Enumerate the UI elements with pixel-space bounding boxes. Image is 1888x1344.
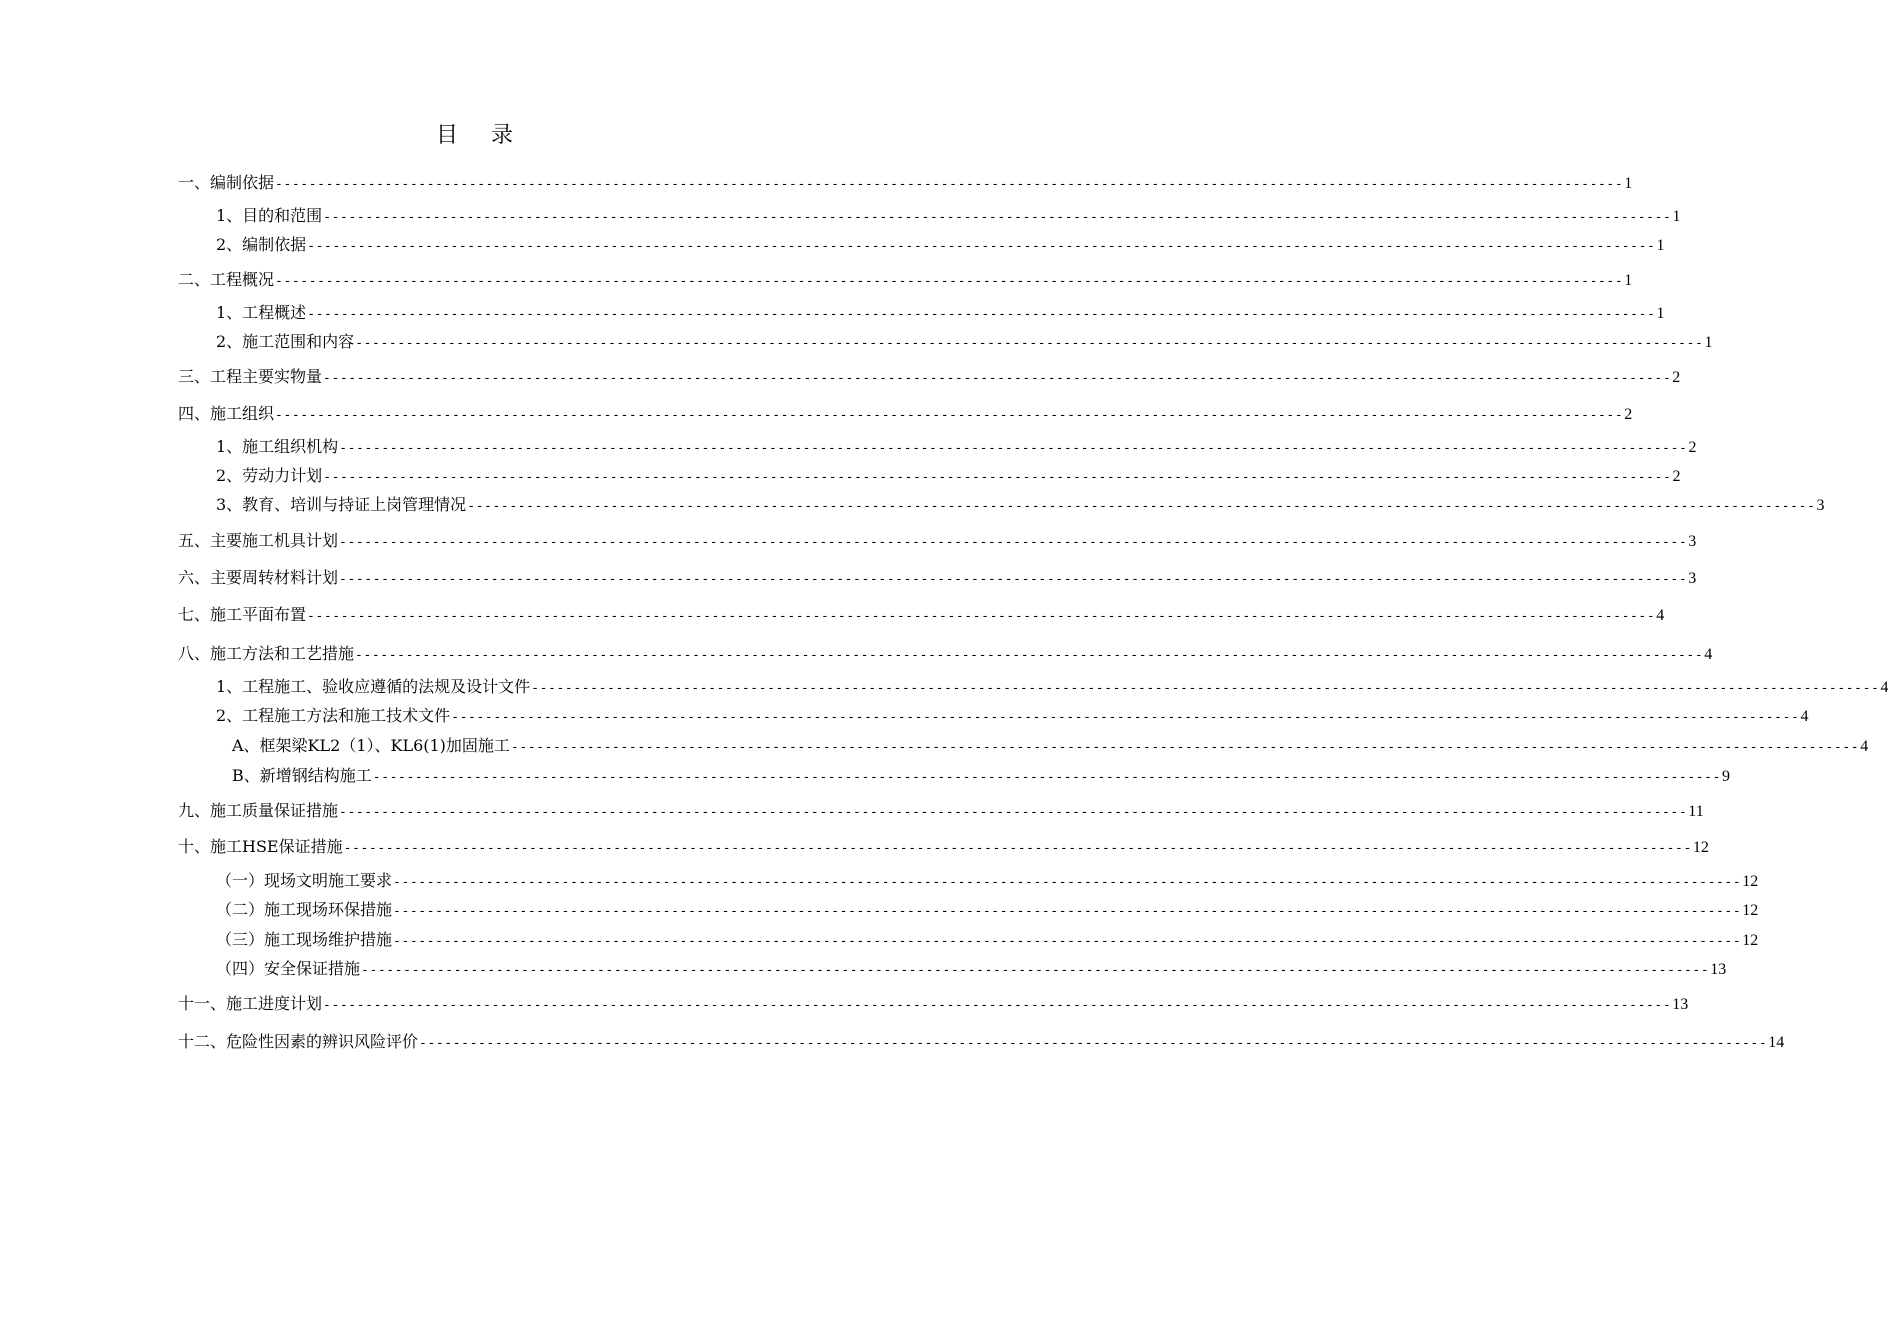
- toc-entry[interactable]: [216, 676, 1888, 698]
- toc-leader: ----------------------------------------------------------------------------------------------------------------------------------------------------------------: [323, 210, 1672, 225]
- toc-entry-label: 五、主要施工机具计划: [178, 531, 339, 550]
- toc-page-number: 12: [1742, 902, 1759, 919]
- toc-entry-label: 2、施工范围和内容: [216, 332, 355, 351]
- toc-entry-label: A、框架梁KL2（1）、KL6(1)加固施工: [232, 736, 510, 755]
- toc-entry[interactable]: [216, 899, 1759, 921]
- toc-entry-label: 1、工程施工、验收应遵循的法规及设计文件: [216, 677, 531, 696]
- toc-entry[interactable]: [178, 643, 1713, 665]
- toc-leader: ----------------------------------------------------------------------------------------------------------------------------------------------------------------: [467, 499, 1816, 514]
- toc-leader: ----------------------------------------------------------------------------------------------------------------------------------------------------------------: [343, 841, 1692, 856]
- toc-entry-label: 1、工程概述: [216, 303, 307, 322]
- toc-page-number: 1: [1656, 237, 1665, 254]
- toc-entry-label: 六、主要周转材料计划: [178, 568, 339, 587]
- toc-leader: ----------------------------------------------------------------------------------------------------------------------------------------------------------------: [323, 470, 1672, 485]
- toc-page-number: 3: [1688, 570, 1697, 587]
- toc-page-number: 9: [1722, 768, 1731, 785]
- toc-entry[interactable]: [216, 705, 1809, 727]
- toc-entry-label: 四、施工组织: [178, 404, 275, 423]
- toc-entry[interactable]: [178, 403, 1633, 425]
- toc-entry[interactable]: [178, 836, 1709, 858]
- toc-page-number: 12: [1742, 873, 1759, 890]
- toc-leader: ----------------------------------------------------------------------------------------------------------------------------------------------------------------: [372, 770, 1722, 785]
- toc-leader: ----------------------------------------------------------------------------------------------------------------------------------------------------------------: [275, 408, 1624, 423]
- toc-entry[interactable]: [178, 530, 1697, 552]
- toc-page-number: 4: [1880, 679, 1888, 696]
- toc-leader: ----------------------------------------------------------------------------------------------------------------------------------------------------------------: [393, 904, 1742, 919]
- toc-entry-label: 3、教育、培训与持证上岗管理情况: [216, 495, 467, 514]
- toc-entry-label: （四）安全保证措施: [216, 959, 361, 978]
- toc-entry-label: 一、编制依据: [178, 173, 275, 192]
- toc-entry[interactable]: [178, 366, 1681, 388]
- toc-entry-label: 1、目的和范围: [216, 206, 323, 225]
- toc-entry[interactable]: [178, 1031, 1785, 1053]
- toc-entry-label: 2、工程施工方法和施工技术文件: [216, 706, 451, 725]
- toc-leader: ----------------------------------------------------------------------------------------------------------------------------------------------------------------: [323, 371, 1672, 386]
- toc-entry[interactable]: [178, 604, 1665, 626]
- toc-leader: ----------------------------------------------------------------------------------------------------------------------------------------------------------------: [355, 648, 1704, 663]
- toc-page-number: 4: [1704, 646, 1713, 663]
- toc-entry[interactable]: [178, 567, 1697, 589]
- toc-entry[interactable]: [216, 436, 1697, 458]
- toc-page-number: 3: [1688, 533, 1697, 550]
- toc-page-number: 2: [1624, 406, 1633, 423]
- toc-leader: ----------------------------------------------------------------------------------------------------------------------------------------------------------------: [339, 572, 1688, 587]
- toc-entry-label: （二）施工现场环保措施: [216, 900, 393, 919]
- toc-page-number: 2: [1672, 468, 1681, 485]
- toc-entry-label: 七、施工平面布置: [178, 605, 307, 624]
- toc-entry[interactable]: [178, 800, 1704, 822]
- toc-entry[interactable]: [216, 302, 1665, 324]
- toc-entry-label: 十、施工HSE保证措施: [178, 837, 343, 856]
- toc-page-number: 12: [1692, 839, 1709, 856]
- toc-page-number: 2: [1672, 369, 1681, 386]
- toc-entry-label: 八、施工方法和工艺措施: [178, 644, 355, 663]
- toc-entry[interactable]: [216, 870, 1759, 892]
- toc-leader: ----------------------------------------------------------------------------------------------------------------------------------------------------------------: [510, 740, 1860, 755]
- toc-leader: ----------------------------------------------------------------------------------------------------------------------------------------------------------------: [307, 239, 1656, 254]
- toc-leader: ----------------------------------------------------------------------------------------------------------------------------------------------------------------: [323, 998, 1672, 1013]
- toc-page-number: 1: [1656, 305, 1665, 322]
- toc-entry-label: 1、施工组织机构: [216, 437, 339, 456]
- toc-leader: ----------------------------------------------------------------------------------------------------------------------------------------------------------------: [339, 805, 1688, 820]
- toc-entry[interactable]: [178, 172, 1633, 194]
- toc-entry[interactable]: [216, 205, 1681, 227]
- toc-leader: ----------------------------------------------------------------------------------------------------------------------------------------------------------------: [339, 441, 1688, 456]
- toc-entry-label: 三、工程主要实物量: [178, 367, 323, 386]
- toc-leader: ----------------------------------------------------------------------------------------------------------------------------------------------------------------: [393, 934, 1742, 949]
- toc-leader: ----------------------------------------------------------------------------------------------------------------------------------------------------------------: [275, 177, 1624, 192]
- toc-entry[interactable]: [216, 929, 1759, 951]
- toc-entry-label: 2、编制依据: [216, 235, 307, 254]
- toc-leader: ----------------------------------------------------------------------------------------------------------------------------------------------------------------: [339, 535, 1688, 550]
- toc-page-number: 12: [1742, 932, 1759, 949]
- toc-entry[interactable]: [216, 234, 1665, 256]
- toc-entry[interactable]: [178, 993, 1689, 1015]
- toc-leader: ----------------------------------------------------------------------------------------------------------------------------------------------------------------: [275, 274, 1624, 289]
- toc-page-number: 1: [1624, 272, 1633, 289]
- toc-page-number: 14: [1768, 1034, 1785, 1051]
- toc-entry[interactable]: [216, 331, 1713, 353]
- toc-page-number: 4: [1860, 738, 1869, 755]
- toc-leader: ----------------------------------------------------------------------------------------------------------------------------------------------------------------: [361, 963, 1710, 978]
- toc-entry-label: 十二、危险性因素的辨识风险评价: [178, 1032, 419, 1051]
- toc-entry-label: 二、工程概况: [178, 270, 275, 289]
- toc-entry-label: 十一、施工进度计划: [178, 994, 323, 1013]
- toc-entry-label: 2、劳动力计划: [216, 466, 323, 485]
- toc-page-number: 13: [1710, 961, 1727, 978]
- toc-entry-label: 九、施工质量保证措施: [178, 801, 339, 820]
- toc-page-number: 3: [1816, 497, 1825, 514]
- toc-leader: ----------------------------------------------------------------------------------------------------------------------------------------------------------------: [531, 681, 1880, 696]
- toc-entry[interactable]: [232, 735, 1869, 757]
- toc-entry[interactable]: [216, 465, 1681, 487]
- toc-entry-label: （三）施工现场维护措施: [216, 930, 393, 949]
- toc-leader: ----------------------------------------------------------------------------------------------------------------------------------------------------------------: [393, 875, 1742, 890]
- toc-entry[interactable]: [216, 958, 1727, 980]
- toc-page-number: 13: [1672, 996, 1689, 1013]
- toc-page-number: 1: [1624, 175, 1633, 192]
- toc-leader: ----------------------------------------------------------------------------------------------------------------------------------------------------------------: [307, 307, 1656, 322]
- toc-page-number: 4: [1800, 708, 1809, 725]
- toc-title: 目 录: [436, 123, 514, 148]
- toc-page-number: 1: [1672, 208, 1681, 225]
- toc-leader: ----------------------------------------------------------------------------------------------------------------------------------------------------------------: [419, 1036, 1768, 1051]
- toc-leader: ----------------------------------------------------------------------------------------------------------------------------------------------------------------: [355, 336, 1704, 351]
- toc-page-number: 2: [1688, 439, 1697, 456]
- toc-entry[interactable]: [178, 269, 1633, 291]
- toc-page-number: 11: [1688, 803, 1704, 820]
- toc-entry[interactable]: [216, 494, 1825, 516]
- toc-entry-label: B、新增钢结构施工: [232, 766, 372, 785]
- toc-page-number: 1: [1704, 334, 1713, 351]
- toc-leader: ----------------------------------------------------------------------------------------------------------------------------------------------------------------: [451, 710, 1800, 725]
- toc-leader: ----------------------------------------------------------------------------------------------------------------------------------------------------------------: [307, 609, 1656, 624]
- toc-entry[interactable]: [232, 765, 1731, 787]
- toc-entry-label: （一）现场文明施工要求: [216, 871, 393, 890]
- toc-page-number: 4: [1656, 607, 1665, 624]
